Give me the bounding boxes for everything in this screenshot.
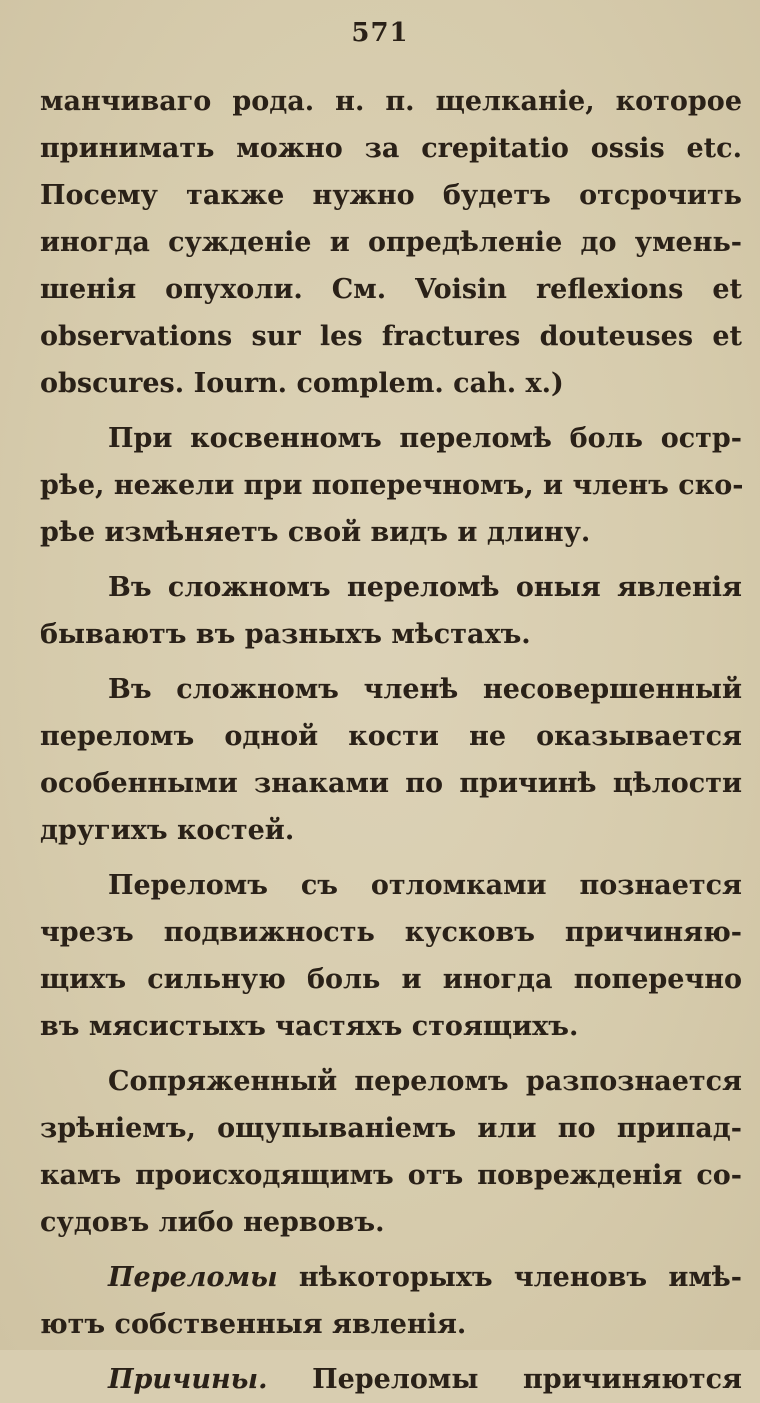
text-line: рѣе, нежели при поперечномъ, и членъ ско- — [40, 470, 744, 501]
text-line: рѣе измѣняетъ свой видъ и длину. — [40, 517, 591, 548]
paragraph-complex-fracture — [40, 564, 742, 658]
text-line: судовъ либо нервовъ. — [40, 1207, 385, 1238]
text-line: observations sur les fractures douteuses et — [40, 321, 742, 352]
text-line: бываютъ въ разныхъ мѣстахъ. — [40, 619, 531, 650]
text-line — [40, 1254, 742, 1301]
text-line: Въ сложномъ переломѣ оныя явленія — [108, 572, 742, 603]
line-rest: Переломы причиняются — [267, 1364, 742, 1395]
italic-lead: Причины. — [108, 1364, 268, 1395]
text-line: При косвенномъ переломѣ боль остр- — [108, 423, 742, 454]
text-line: Въ сложномъ членѣ несовершенный — [108, 674, 742, 705]
paragraph-fractures-members — [40, 1254, 742, 1348]
text-line: Сопряженный переломъ разпознается — [108, 1066, 742, 1097]
text-line: въ мясистыхъ частяхъ стоящихъ. — [40, 1011, 579, 1042]
paragraph-continuation — [40, 78, 742, 407]
text-line: ютъ собственныя явленія. — [40, 1309, 467, 1340]
paragraph-compound-fracture — [40, 1058, 742, 1246]
text-line: переломъ одной кости не оказывается — [40, 721, 742, 752]
body-text — [40, 78, 742, 1403]
text-line: obscures. Iourn. complem. cah. x.) — [40, 368, 564, 399]
text-line: особенными знаками по причинѣ цѣлости — [40, 768, 742, 799]
text-line — [40, 1356, 742, 1403]
line-rest: нѣкоторыхъ членовъ имѣ- — [277, 1262, 742, 1293]
text-line: иногда сужденіе и опредѣленіе до умень- — [40, 227, 742, 258]
text-line: манчиваго рода. н. п. щелканіе, которое — [40, 86, 742, 117]
page-number: 571 — [351, 18, 409, 48]
text-line: камъ происходящимъ отъ поврежденія со- — [40, 1160, 742, 1191]
paragraph-incomplete-fracture — [40, 666, 742, 854]
text-line: другихъ костей. — [40, 815, 295, 846]
paragraph-oblique-fracture — [40, 415, 742, 556]
italic-lead: Переломы — [108, 1262, 278, 1293]
paragraph-causes — [40, 1356, 742, 1403]
text-line: Переломъ съ отломками познается — [108, 870, 742, 901]
text-line: чрезъ подвижность кусковъ причиняю- — [40, 917, 742, 948]
text-line: Посему также нужно будетъ отсрочить — [40, 180, 742, 211]
text-line: зрѣніемъ, ощупываніемъ или по припад- — [40, 1113, 742, 1144]
text-line: принимать можно за crepitatio ossis etc. — [40, 133, 742, 164]
text-line: шенія опухоли. См. Voisin reflexions et — [40, 274, 742, 305]
paragraph-fragments-fracture — [40, 862, 742, 1050]
text-line: щихъ сильную боль и иногда поперечно — [40, 964, 742, 995]
